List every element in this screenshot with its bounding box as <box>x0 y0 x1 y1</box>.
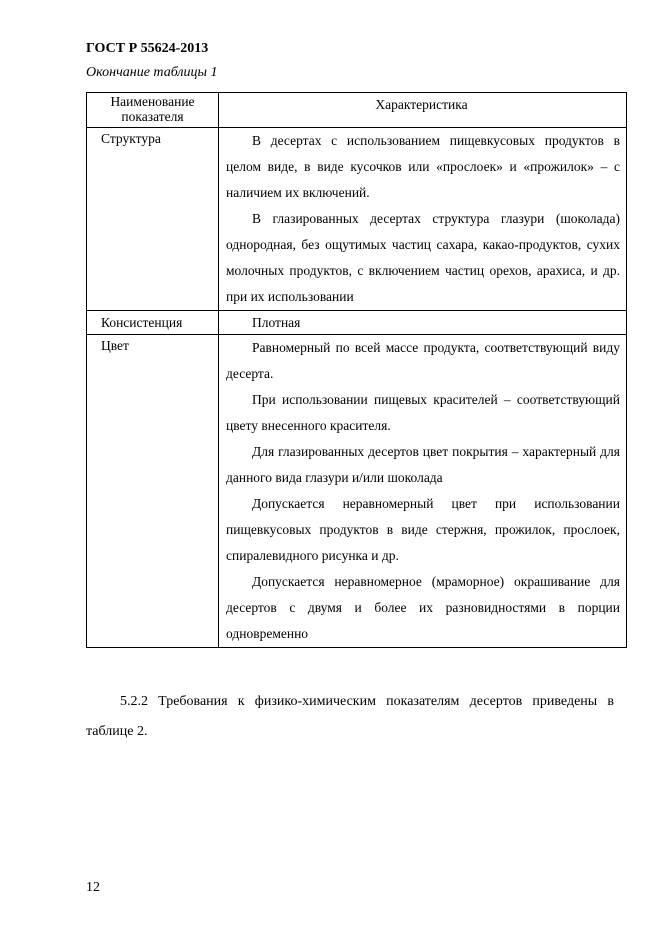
row-desc-color <box>219 335 627 648</box>
desc-paragraph: Допускается неравномерный цвет при использовании пищевкусовых продуктов в виде стержня, прожилок, прослоек, спиралевидного рисунка и др. <box>226 496 620 563</box>
column-header-name: Наименование показателя <box>87 93 219 128</box>
table-caption: Окончание таблицы 1 <box>86 65 218 80</box>
table-row <box>87 128 627 311</box>
desc-paragraph: Для глазированных десертов цвет покрытия – характерный для данного вида глазури и/или шоколада <box>226 444 620 485</box>
document-title: ГОСТ Р 55624-2013 <box>86 41 209 56</box>
desc-paragraph: В десертах с использованием пищевкусовых продуктов в целом виде, в виде кусочков или «прослоек» и «прожилок» – с наличием их включений. <box>226 133 620 200</box>
table-header-row <box>87 93 627 128</box>
table-row <box>87 335 627 648</box>
row-desc-structure <box>219 128 627 311</box>
row-name-color: Цвет <box>87 335 219 648</box>
row-name-structure: Структура <box>87 128 219 311</box>
table-row <box>87 311 627 335</box>
page-number: 12 <box>86 880 100 895</box>
row-desc-consistency: Плотная <box>219 311 627 335</box>
desc-paragraph: Допускается неравномерное (мраморное) окрашивание для десертов с двумя и более их разновидностями в порции одновременно <box>226 574 620 641</box>
desc-paragraph: При использовании пищевых красителей – соответствующий цвету внесенного красителя. <box>226 392 620 433</box>
section-paragraph: 5.2.2 Требования к физико-химическим показателям десертов приведены в таблице 2. <box>86 694 614 739</box>
column-header-characteristic: Характеристика <box>219 93 627 128</box>
desc-paragraph: В глазированных десертах структура глазури (шоколада) однородная, без ощутимых частиц сахара, какао-продуктов, сухих молочных продуктов, с включением частиц орехов, арахиса, и др. при их использовании <box>226 211 620 304</box>
characteristics-table <box>86 92 627 648</box>
row-name-consistency: Консистенция <box>87 311 219 335</box>
desc-paragraph: Равномерный по всей массе продукта, соответствующий виду десерта. <box>226 340 620 381</box>
